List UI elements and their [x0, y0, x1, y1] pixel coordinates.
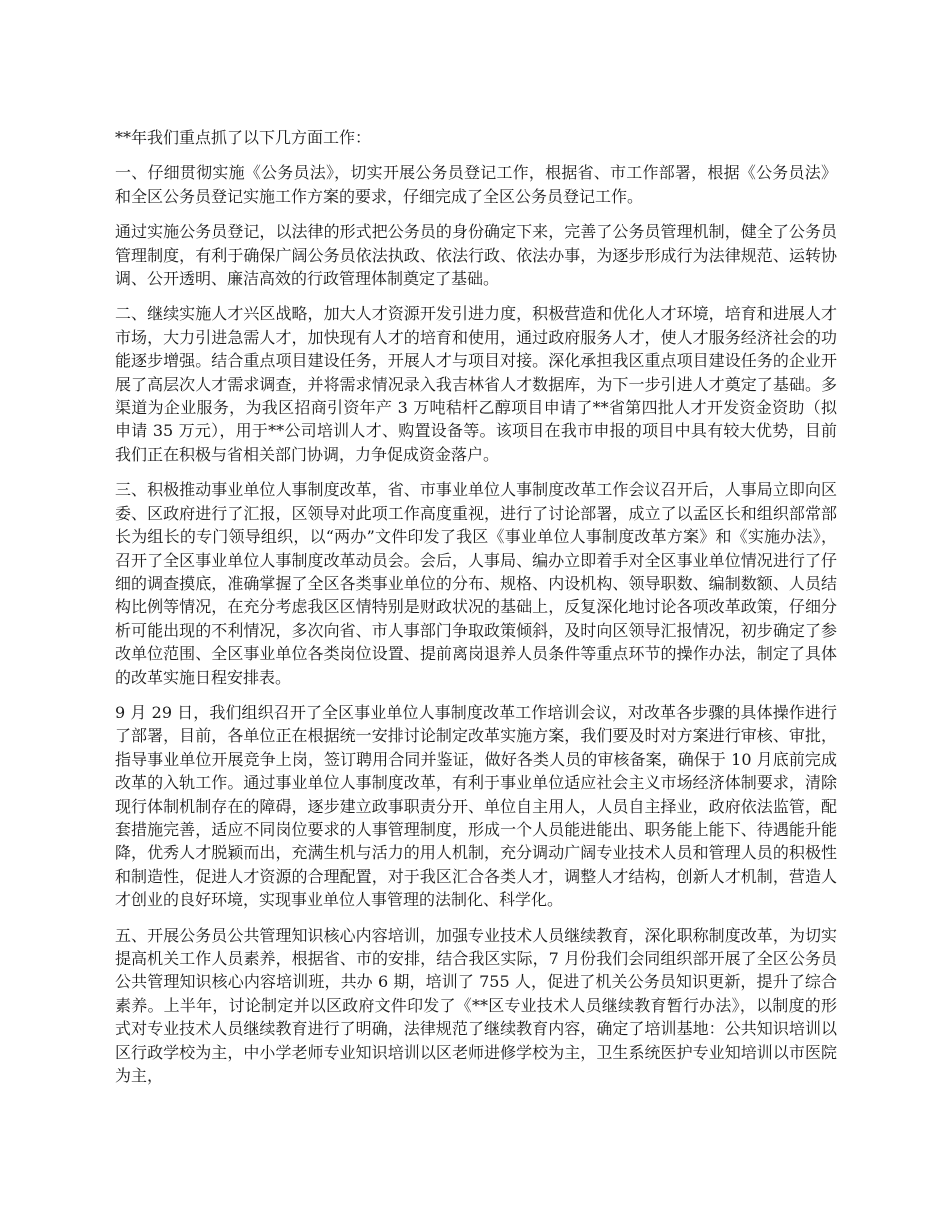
paragraph-civil-servant-law: 一、仔细贯彻实施《公务员法》，切实开展公务员登记工作，根据省、市工作部署，根据《公务员法》和全区公务员登记实施工作方案的要求，仔细完成了全区公务员登记工作。 [115, 163, 837, 206]
paragraph-reform-training: 9 月 29 日，我们组织召开了全区事业单位人事制度改革工作培训会议，对改革各步骤的具体操作进行了部署，目前，各单位正在根据统一安排讨论制定改革实施方案，我们要及时对方案进行审核、审批，指导事业单位开展竞争上岗，签订聘用合同并鉴证，做好各类人员的审核备案，确保于 10 月底前完成改革的入轨工作。通过事业单位人事制度改革，有利于事业单位适应社会主义市场经济体制要求，清除现行体制机制存在的障碍，逐步建立政事职责分开、单位自主用人，人员自主择业，政府依法监管，配套措施完善，适应不同岗位要求的人事管理制度，形成一个人员能进能出、职务能上能下、待遇能升能降，优秀人才脱颖而出，充满生机与活力的用人机制，充分调动广阔专业技术人员和管理人员的积极性和制造性，促进人才资源的合理配置，对于我区汇合各类人才，调整人才结构，创新人才机制，营造人才创业的良好环境，实现事业单位人事管理的法制化、科学化。 [115, 702, 837, 910]
document-body [115, 126, 837, 1099]
paragraph-talent-strategy: 二、继续实施人才兴区战略，加大人才资源开发引进力度，积极营造和优化人才环境，培育和进展人才市场，大力引进急需人才，加快现有人才的培育和使用，通过政府服务人才，使人才服务经济社会的功能逐步增强。结合重点项目建设任务，开展人才与项目对接。深化承担我区重点项目建设任务的企业开展了高层次人才需求调查，并将需求情况录入我吉林省人才数据库，为下一步引进人才奠定了基础。多渠道为企业服务，为我区招商引资年产 3 万吨秸杆乙醇项目申请了**省第四批人才开发资金资助（拟申请 35 万元），用于**公司培训人才、购置设备等。该项目在我市申报的项目中具有较大优势，目前我们正在积极与省相关部门协调，力争促成资金落户。 [115, 304, 837, 464]
intro-line: **年我们重点抓了以下几方面工作： [115, 128, 372, 147]
paragraph-institution-reform: 三、积极推动事业单位人事制度改革，省、市事业单位人事制度改革工作会议召开后，人事局立即向区委、区政府进行了汇报，区领导对此项工作高度重视，进行了讨论部署，成立了以孟区长和组织部常部长为组长的专门领导组织，以“两办”文件印发了我区《事业单位人事制度改革方案》和《实施办法》，召开了全区事业单位人事制度改革动员会。会后，人事局、编办立即着手对全区事业单位情况进行了仔细的调查摸底，准确掌握了全区各类事业单位的分布、规格、内设机构、领导职数、编制数额、人员结构比例等情况，在充分考虑我区区情特别是财政状况的基础上，反复深化地讨论各项改革政策，仔细分析可能出现的不利情况，多次向省、市人事部门争取政策倾斜，及时向区领导汇报情况，初步确定了参改单位范围、全区事业单位各类岗位设置、提前离岗退养人员条件等重点环节的操作办法，制定了具体的改革实施日程安排表。 [115, 480, 837, 687]
paragraph-registration-results: 通过实施公务员登记，以法律的形式把公务员的身份确定下来，完善了公务员管理机制，健全了公务员管理制度，有利于确保广阔公务员依法执政、依法行政、依法办事，为逐步形成行为法律规范、运转协调、公开透明、廉洁高效的行政管理体制奠定了基础。 [115, 222, 837, 289]
paragraph-continuing-education: 五、开展公务员公共管理知识核心内容培训，加强专业技术人员继续教育，深化职称制度改革，为切实提高机关工作人员素养，根据省、市的安排，结合我区实际，7 月份我们会同组织部开展了全区公务员公共管理知识核心内容培训班，共办 6 期，培训了 755 人，促进了机关公务员知识更新，提升了综合素养。上半年，讨论制定并以区政府文件印发了《**区专业技术人员继续教育暂行办法》，以制度的形式对专业技术人员继续教育进行了明确，法律规范了继续教育内容，确定了培训基地：公共知识培训以区行政学校为主，中小学老师专业知识培训以区老师进修学校为主，卫生系统医护专业知培训以市医院为主， [115, 925, 837, 1086]
